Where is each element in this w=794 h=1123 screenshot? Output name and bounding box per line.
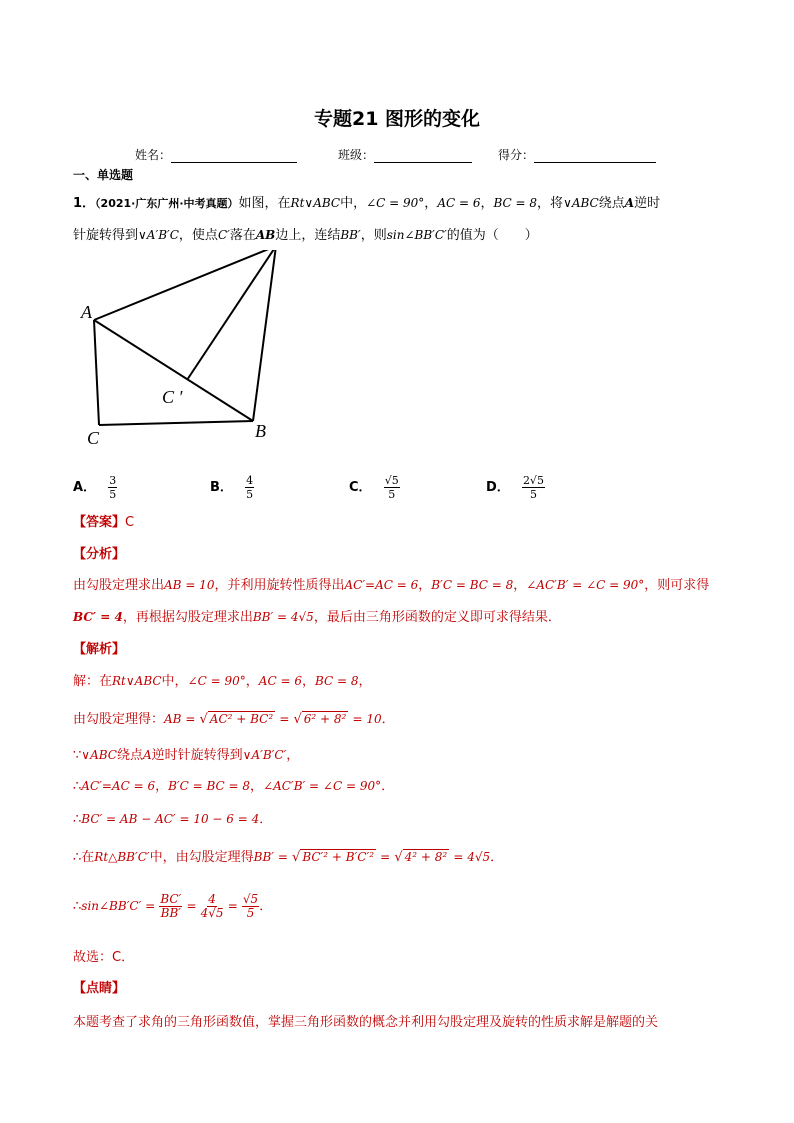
solution-line-5: ∴BC′ = AB − AC′ = 10 − 6 = 4．: [73, 812, 273, 827]
question-text: 如图，在: [238, 196, 291, 211]
option-d[interactable]: [486, 474, 545, 501]
math-triangle: ∨A′B′C: [138, 228, 179, 242]
math-eq: ∠AC′B′ = ∠C = 90°: [263, 779, 382, 793]
analysis-label: 【分析】: [73, 547, 126, 562]
analysis-line-2: [73, 606, 561, 625]
numerator: 4: [208, 892, 216, 906]
numerator: BC′: [160, 892, 182, 906]
solution-text: 逆时针旋转得到: [151, 748, 243, 763]
label-point-b: B: [255, 421, 266, 441]
solution-line-2: 由勾股定理得：AB = √ AC² + BC² = √ 6² + 8² = 10．: [73, 712, 395, 727]
solution-text: ∵: [73, 748, 82, 763]
math-eq: B′C = BC = 8: [168, 779, 251, 793]
math-eq: =: [380, 850, 391, 864]
punct: ，: [418, 578, 432, 593]
question-text: 落在: [229, 228, 256, 243]
math-point: A: [624, 196, 635, 210]
solution-text: 中，由勾股定理得: [149, 850, 254, 865]
punct: ，: [301, 674, 315, 689]
question-number: 1．: [73, 196, 96, 211]
score-label: 得分：: [498, 148, 535, 162]
analysis-text: ，再根据勾股定理求出: [122, 610, 253, 625]
solution-line-1: [73, 670, 372, 689]
numerator: 4: [246, 474, 254, 487]
solution-text: 解：在: [73, 674, 113, 689]
math-fraction: [159, 893, 182, 920]
analysis-text: ，则可求得: [644, 578, 710, 593]
math-eq: AC′=AC = 6: [81, 779, 156, 793]
solution-text: ∴在: [73, 850, 95, 865]
solution-line-8: 故选：C．: [73, 950, 135, 965]
segment-bprime-cprime: [187, 250, 276, 380]
numerator: 2√5: [522, 474, 544, 487]
math-eq: = 10: [352, 712, 382, 726]
segment-c-b: [99, 421, 253, 425]
math-triangle: ∨A′B′C′: [242, 748, 287, 762]
denominator: 5: [388, 488, 396, 501]
math-fraction: [201, 893, 224, 920]
label-point-a: A: [81, 302, 92, 322]
class-label: 班级：: [338, 148, 375, 162]
math-eq: BC = 8: [314, 674, 359, 688]
analysis-line-1: [73, 574, 709, 593]
math-eq: ∠AC′B′ = ∠C = 90°: [526, 578, 645, 592]
math-fraction: [242, 893, 259, 920]
question-text: 边上，连结: [275, 228, 341, 243]
solution-line-7: ∴sin∠BB′C′ = $\frac{BC'}{BB'}$ = $\frac{4}{4√5}$ = $\frac{√5}{5}$ ．: [73, 892, 273, 920]
question-text: ，使点: [178, 228, 218, 243]
math-segment: BB′: [340, 228, 361, 242]
math-radicand: 4² + 8²: [404, 850, 448, 864]
comment-label: 【点睛】: [73, 981, 126, 996]
class-field: [338, 146, 472, 163]
option-a[interactable]: [73, 474, 117, 501]
option-fraction: [245, 474, 254, 501]
question-text: 逆时: [634, 196, 661, 211]
class-blank: [374, 150, 472, 163]
math-eq: AC = 6: [258, 674, 302, 688]
question-text: 绕点: [598, 196, 625, 211]
math-radicand: 6² + 8²: [303, 712, 347, 726]
math-point: A: [142, 748, 152, 762]
label-point-cprime: C ′: [162, 387, 183, 407]
math-triangle: Rt∨ABC: [112, 674, 162, 688]
name-field: [135, 146, 297, 163]
numerator: √5: [242, 892, 259, 906]
solution-line-6: ∴在Rt△BB′C′中，由勾股定理得BB′ = √ BC′² + B′C′² = √ 4² + 8² = 4√5．: [73, 850, 504, 865]
punct: ，: [513, 578, 527, 593]
math-point: C′: [217, 228, 230, 242]
math-eq: AB = 10: [164, 578, 215, 592]
solution-text: ∴: [73, 812, 82, 827]
solution-label: 【解析】: [73, 642, 126, 657]
punct: ，: [155, 779, 169, 794]
question-source: （2021·广东广州·中考真题）: [95, 197, 239, 210]
option-letter: A．: [73, 480, 97, 495]
answer-label: 【答案】: [73, 515, 126, 530]
answer-value: C: [125, 515, 135, 530]
option-letter: D．: [486, 480, 510, 495]
math-triangle: Rt∨ABC: [290, 196, 341, 210]
punct: ，: [250, 779, 264, 794]
option-fraction: [108, 474, 117, 501]
question-line-1: [73, 192, 660, 211]
answer-row: [73, 511, 134, 530]
denominator: BB′: [160, 906, 181, 920]
option-c[interactable]: [349, 474, 400, 501]
punct: ，: [286, 748, 300, 763]
question-text: 针旋转得到: [73, 228, 139, 243]
math-eq: =: [279, 712, 290, 726]
math-eq: B′C = BC = 8: [431, 578, 514, 592]
math-expression: sin∠BB′C′: [386, 228, 447, 242]
label-point-c: C: [87, 428, 100, 448]
math-eq: = 4√5: [453, 850, 491, 864]
solution-text: 绕点: [116, 748, 143, 763]
denominator: 5: [246, 488, 254, 501]
question-text: 的值为（ ）: [446, 228, 538, 243]
denominator: 5: [109, 488, 117, 501]
solution-line-4: ∴AC′=AC = 6，B′C = BC = 8，∠AC′B′ = ∠C = 90°．: [73, 779, 395, 794]
punct: ，: [358, 674, 372, 689]
question-text: 中，: [340, 196, 367, 211]
option-letter: B．: [210, 480, 233, 495]
solution-text: ∴: [73, 899, 82, 914]
solution-line-3: [73, 744, 299, 763]
math-eq: BC′ = 4: [73, 610, 123, 624]
name-label: 姓名：: [135, 148, 172, 162]
segment-a-bprime: [94, 250, 276, 320]
math-angle: ∠C = 90°: [366, 196, 425, 210]
denominator: 4√5: [200, 906, 224, 920]
math-eq: AC′=AC = 6: [344, 578, 419, 592]
math-angle: ∠C = 90°: [187, 674, 246, 688]
question-text: ，则: [360, 228, 387, 243]
question-text: ，将: [537, 196, 564, 211]
solution-text: ∴: [73, 779, 82, 794]
punct: ，: [424, 196, 438, 211]
numerator: √5: [384, 474, 399, 487]
denominator: 5: [529, 488, 537, 501]
math-eq: BB′ = 4√5: [252, 610, 314, 624]
comment-text: 本题考查了求角的三角形函数值，掌握三角形函数的概念并利用勾股定理及旋转的性质求解是解题的关: [73, 1015, 659, 1030]
math-triangle: ∨ABC: [563, 196, 599, 210]
denominator: 5: [246, 906, 255, 920]
option-b[interactable]: [210, 474, 254, 501]
analysis-text: ，并利用旋转性质得出: [214, 578, 345, 593]
name-blank: [171, 150, 297, 163]
solution-text: 中，: [161, 674, 188, 689]
math-eq: BC = 8: [493, 196, 538, 210]
math-eq: BC′ = AB − AC′ = 10 − 6 = 4: [81, 812, 260, 826]
math-radicand: AC² + BC²: [209, 712, 274, 726]
analysis-text: 由勾股定理求出: [73, 578, 165, 593]
option-fraction: [384, 474, 400, 501]
solution-text: 由勾股定理得：: [73, 712, 165, 727]
math-expression: sin∠BB′C′ =: [81, 899, 156, 913]
math-eq: AC = 6: [437, 196, 481, 210]
math-triangle: Rt△BB′C′: [94, 850, 150, 864]
math-radicand: BC′² + B′C′²: [302, 850, 375, 864]
math-eq: AB =: [164, 712, 196, 726]
math-triangle: ∨ABC: [81, 748, 117, 762]
analysis-text: ，最后由三角形函数的定义即可求得结果．: [313, 610, 561, 625]
option-letter: C．: [349, 480, 372, 495]
option-fraction: [522, 474, 545, 501]
numerator: 3: [109, 474, 117, 487]
math-eq: BB′ =: [253, 850, 288, 864]
punct: ，: [245, 674, 259, 689]
score-field: [498, 146, 656, 163]
math-segment: AB: [255, 228, 276, 242]
score-blank: [534, 150, 656, 163]
question-line-2: [73, 224, 538, 243]
page-title: 专题21 图形的变化: [313, 108, 481, 130]
section-heading: 一、单选题: [73, 168, 134, 182]
punct: ，: [480, 196, 494, 211]
geometry-figure: [70, 250, 310, 450]
segment-a-c: [94, 320, 99, 425]
